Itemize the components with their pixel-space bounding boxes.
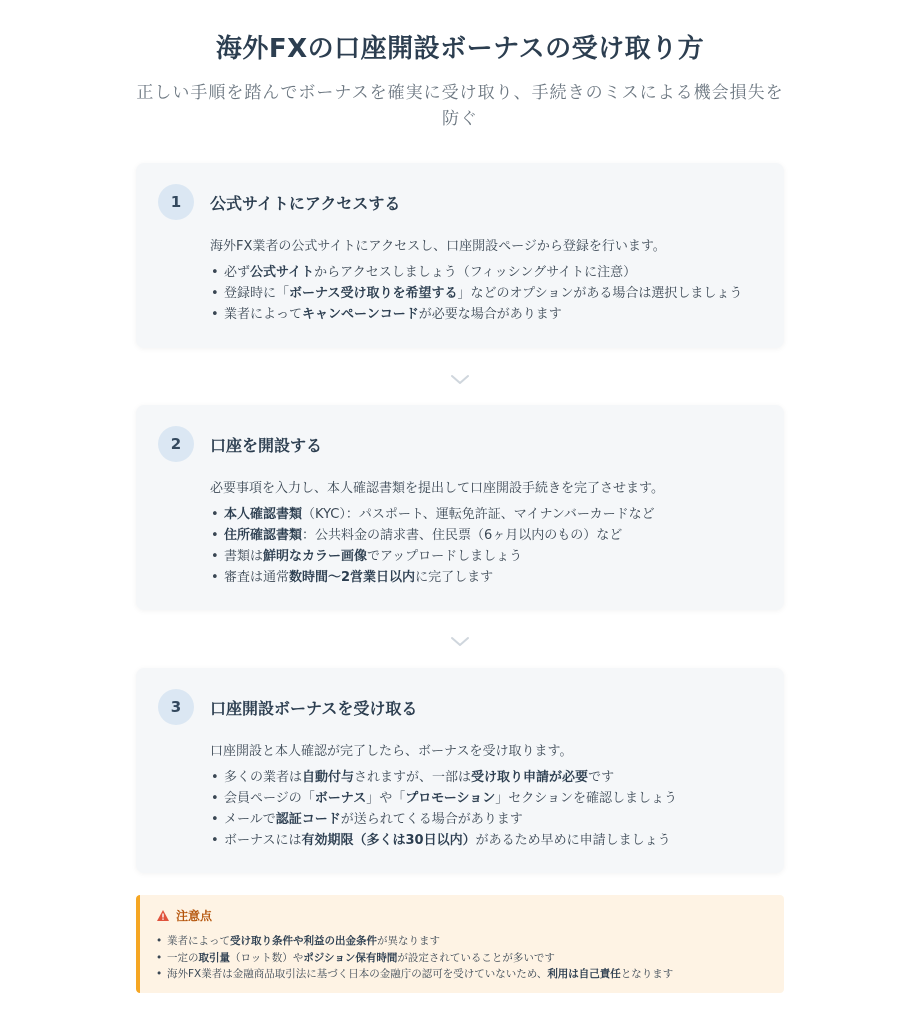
step-description: 口座開設と本人確認が完了したら、ボーナスを受け取ります。: [210, 744, 573, 759]
step-description: 海外FX業者の公式サイトにアクセスし、口座開設ページから登録を行います。: [210, 239, 666, 254]
bullet-text: ボーナスには: [224, 833, 302, 848]
bullet-item: [210, 788, 677, 809]
bullet-text: があるため早めに申請しましょう: [475, 833, 671, 848]
bullet-item: [210, 767, 677, 788]
bullet-text: 業者によって: [167, 935, 230, 947]
bullet-emphasis: 数時間〜2営業日以内: [289, 570, 416, 585]
bullet-item: [156, 933, 673, 950]
step-title: 口座開設ボーナスを受け取る: [210, 698, 418, 718]
bullet-item: [210, 304, 742, 325]
step-number-badge: 3: [158, 689, 194, 725]
bullet-item: [156, 950, 673, 967]
bullet-emphasis: 受け取り申請が必要: [471, 770, 589, 785]
warning-box: [136, 895, 784, 993]
bullet-emphasis: 自動付与: [302, 770, 355, 785]
step-number-badge: 2: [158, 426, 194, 462]
bullet-text: が送られてくる場合があります: [340, 812, 523, 827]
bullet-text: ：公共料金の請求書、住民票（6ヶ月以内のもの）など: [302, 528, 623, 543]
bullet-item: [210, 525, 655, 546]
bullet-text: 登録時に「: [224, 286, 290, 301]
page-subtitle: 正しい手順を踏んでボーナスを確実に受け取り、手続きのミスによる機会損失を防ぐ: [136, 83, 784, 129]
bullet-text: 会員ページの「: [224, 791, 315, 806]
bullet-item: [210, 567, 655, 588]
bullet-text: が設定されていることが多いです: [397, 951, 555, 964]
bullet-emphasis: 有効期限（多くは30日以内）: [301, 833, 476, 848]
step-header: [158, 426, 322, 462]
bullet-item: [156, 966, 673, 983]
bullet-emphasis: 鮮明なカラー画像: [263, 549, 368, 564]
warning-bullet-list: [156, 933, 673, 983]
step-description: 必要事項を入力し、本人確認書類を提出して口座開設手続きを完了させます。: [210, 481, 664, 496]
bullet-emphasis: キャンペーンコード: [302, 307, 419, 322]
step-card-2: [136, 405, 784, 610]
bullet-emphasis: 住所確認書類: [224, 528, 303, 543]
bullet-item: [210, 504, 655, 525]
bullet-text: 」などのオプションがある場合は選択しましょう: [457, 286, 743, 301]
bullet-item: [210, 262, 742, 283]
bullet-text: 海外FX業者は金融商品取引法に基づく日本の金融庁の認可を受けていないため、: [167, 968, 548, 980]
warning-triangle-icon: [156, 909, 170, 922]
bullet-text: 一定の: [167, 951, 199, 964]
bullet-text: が必要な場合があります: [418, 307, 562, 322]
bullet-emphasis: 公式サイト: [250, 265, 315, 280]
bullet-text: 業者によって: [224, 307, 303, 322]
step-card-3: [136, 668, 784, 873]
step-header: [158, 689, 417, 725]
bullet-emphasis: 受け取り条件や利益の出金条件: [230, 935, 377, 947]
bullet-item: [210, 809, 677, 830]
bullet-text: となります: [620, 968, 674, 980]
bullet-text: 」や「: [366, 791, 406, 806]
bullet-text: されますが、一部は: [354, 770, 472, 785]
bullet-text: （KYC）：パスポート、運転免許証、マイナンバーカードなど: [302, 507, 655, 522]
step-number-badge: 1: [158, 184, 194, 220]
bullet-item: [210, 830, 677, 851]
warning-header: [156, 907, 212, 924]
bullet-item: [210, 546, 655, 567]
bullet-text: メールで: [224, 812, 276, 827]
bullet-text: に完了します: [415, 570, 494, 585]
bullet-emphasis: 利用は自己責任: [547, 968, 621, 980]
bullet-text: が異なります: [377, 935, 440, 947]
bullet-emphasis: 取引量: [198, 951, 230, 964]
bullet-emphasis: ボーナス: [314, 791, 367, 806]
step-title: 口座を開設する: [210, 435, 323, 455]
bullet-emphasis: 本人確認書類: [224, 507, 303, 522]
step-card-1: [136, 163, 784, 348]
bullet-text: からアクセスしましょう（フィッシングサイトに注意）: [314, 265, 637, 280]
step-bullet-list: [210, 767, 677, 851]
page-title: 海外FXの口座開設ボーナスの受け取り方: [215, 34, 705, 64]
warning-title: 注意点: [176, 909, 213, 923]
bullet-text: 多くの業者は: [224, 770, 303, 785]
bullet-text: 審査は通常: [224, 570, 290, 585]
chevron-down-icon: [450, 374, 470, 386]
bullet-text: 」セクションを確認しましょう: [495, 791, 677, 806]
step-bullet-list: [210, 262, 742, 325]
bullet-item: [210, 283, 742, 304]
bullet-emphasis: 認証コード: [275, 812, 341, 827]
step-header: [158, 184, 400, 220]
bullet-text: 書類は: [224, 549, 264, 564]
bullet-text: です: [588, 770, 615, 785]
chevron-down-icon: [450, 636, 470, 648]
bullet-text: 必ず: [224, 265, 251, 280]
bullet-emphasis: ポジション保有時間: [303, 951, 398, 964]
bullet-emphasis: プロモーション: [405, 791, 496, 806]
bullet-text: でアップロードしましょう: [367, 549, 523, 564]
bullet-text: （ロット数）や: [230, 951, 304, 964]
bullet-emphasis: ボーナス受け取りを希望する: [289, 286, 458, 301]
step-bullet-list: [210, 504, 655, 588]
step-title: 公式サイトにアクセスする: [210, 193, 401, 213]
